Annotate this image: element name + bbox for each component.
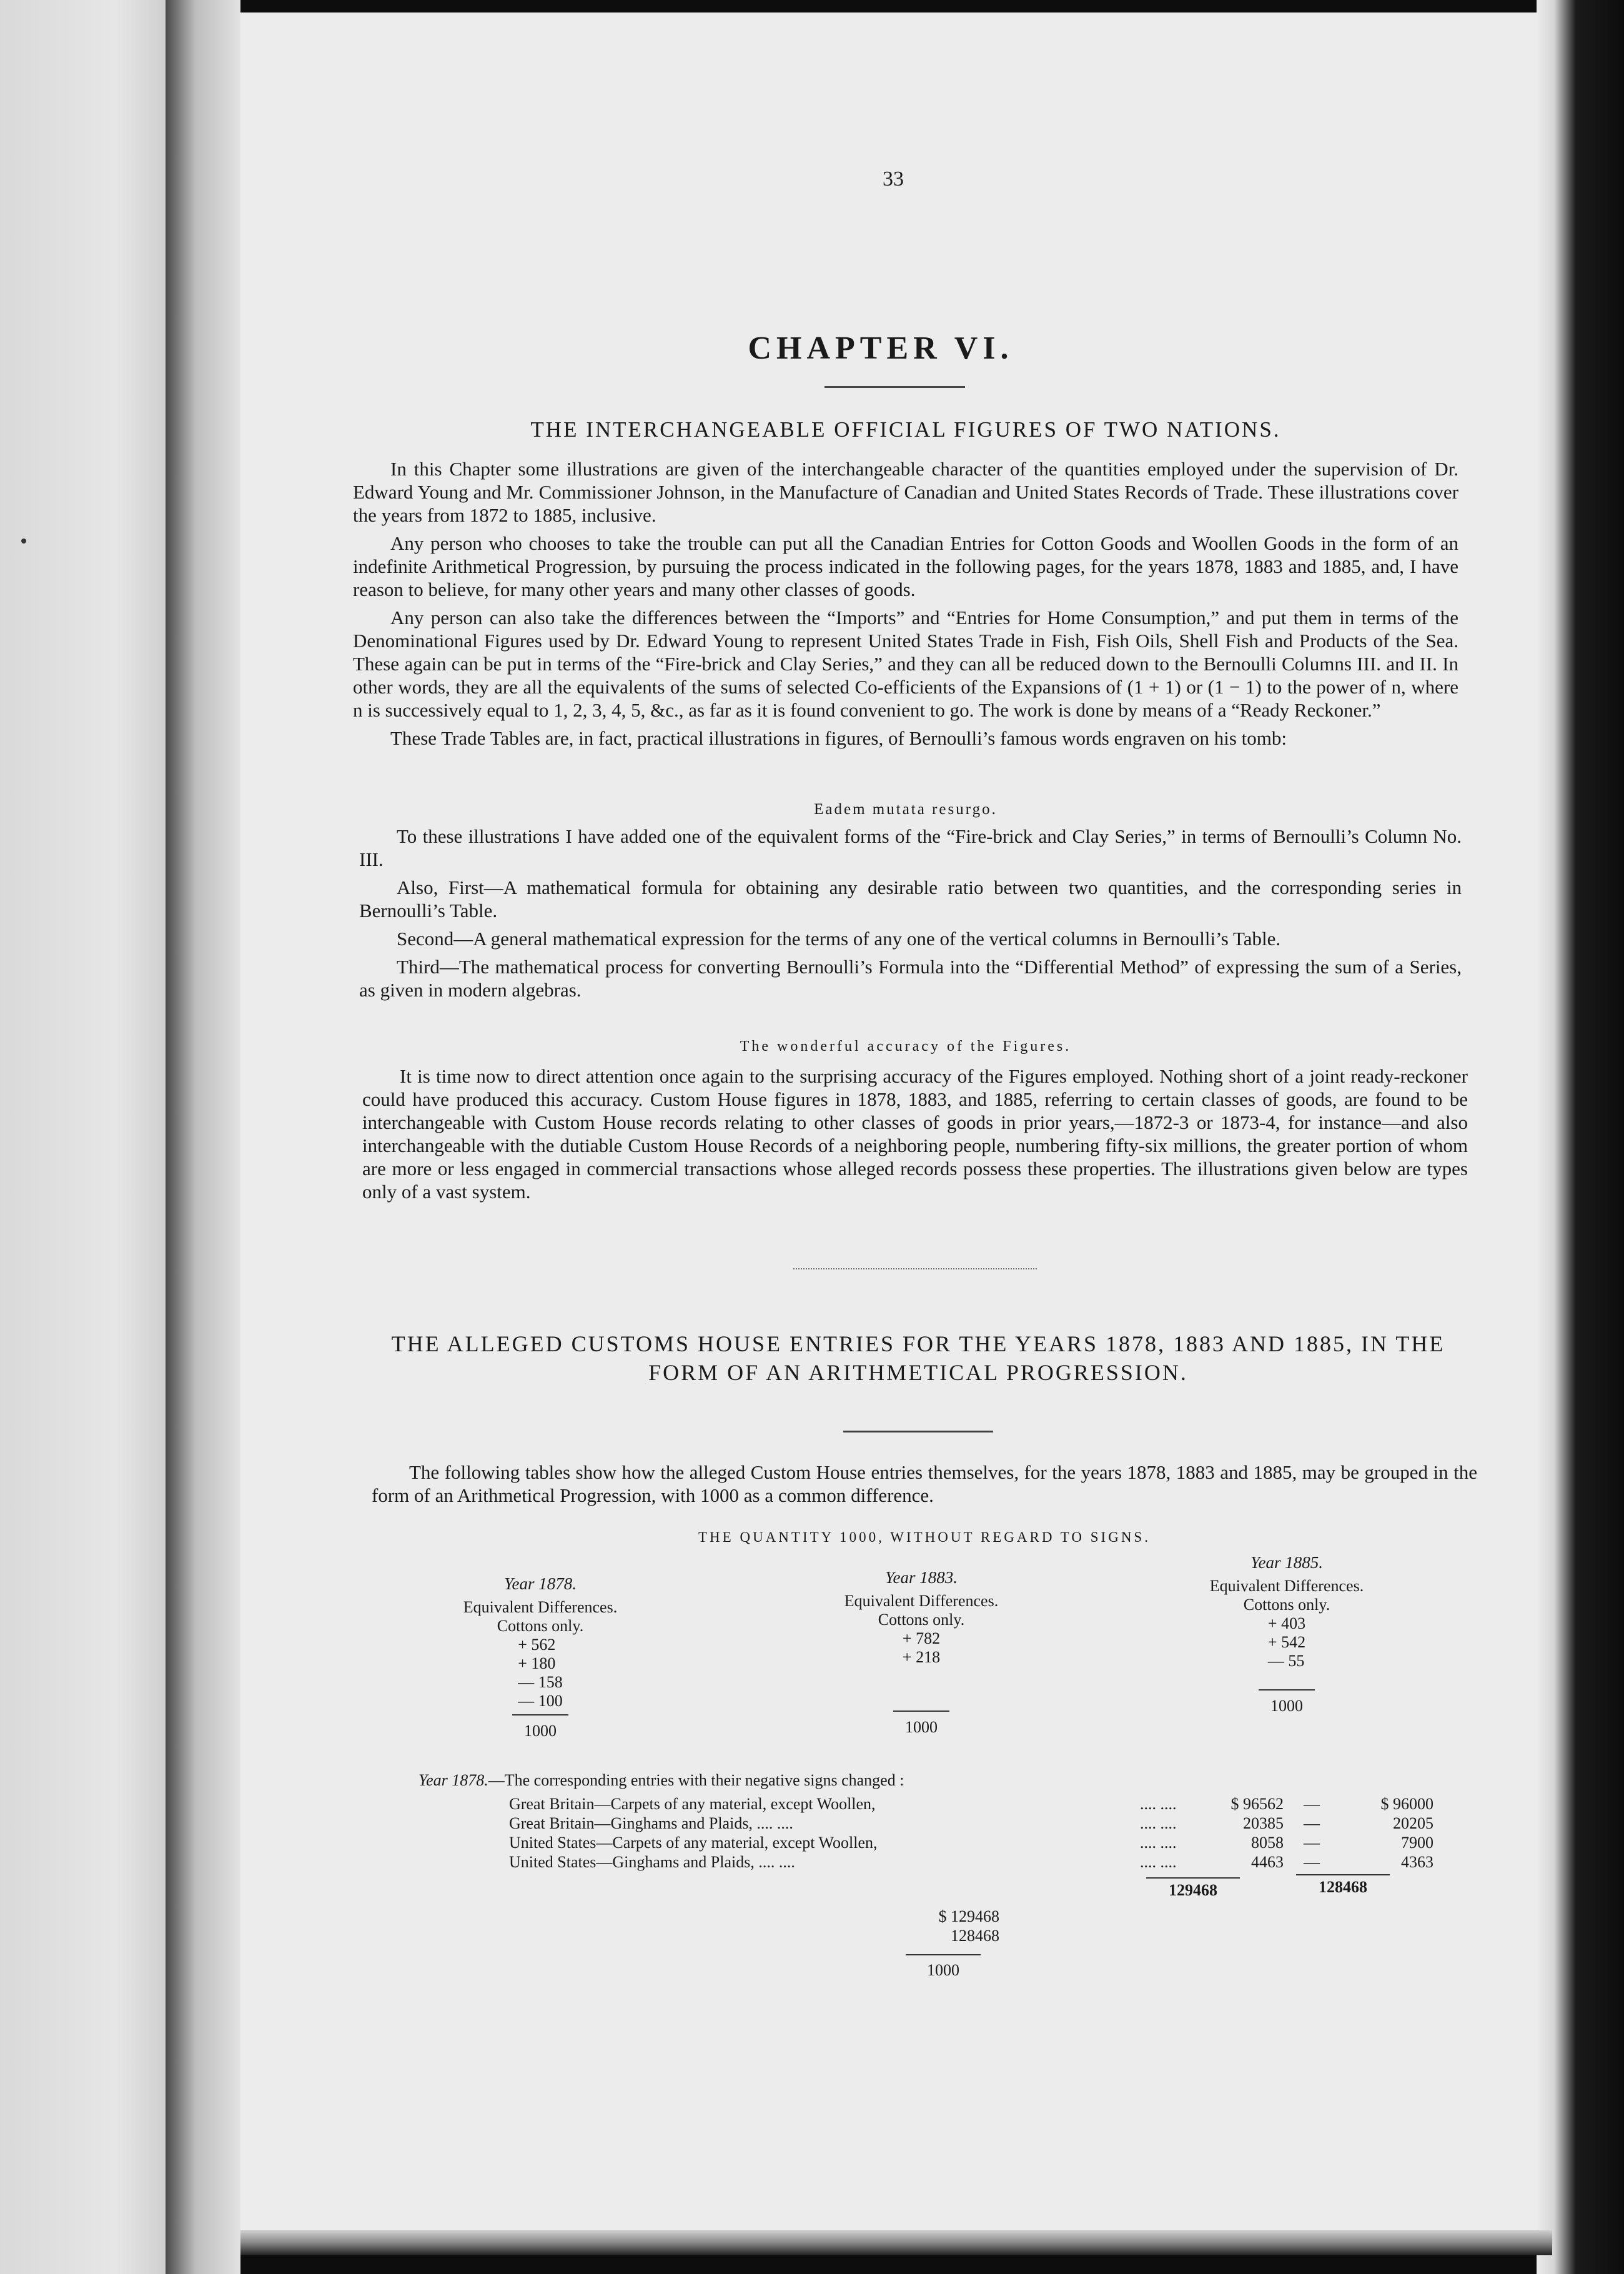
quantity-heading: THE QUANTITY 1000, WITHOUT REGARD TO SIGNS. bbox=[698, 1529, 1151, 1545]
total-rule bbox=[1296, 1874, 1390, 1875]
heading-line: FORM OF AN ARITHMETICAL PROGRESSION. bbox=[648, 1360, 1188, 1385]
entry-dots: .... .... bbox=[1140, 1795, 1177, 1813]
value: — 100 bbox=[518, 1692, 563, 1710]
heading-line: THE ALLEGED CUSTOMS HOUSE ENTRIES FOR THE YEARS 1878, 1883 AND 1885, IN THE bbox=[391, 1331, 1445, 1356]
column-label: Equivalent Differences. bbox=[1209, 1577, 1364, 1595]
paragraph: Third—The mathematical process for converting Bernoulli’s Formula into the “Differential Method” of expressing the sum of a Series, as given in modern algebras. bbox=[359, 956, 1462, 1001]
paragraph: Also, First—A mathematical formula for obtaining any desirable ratio between two quantities, and the corresponding series in Bernoulli’s Table. bbox=[359, 876, 1462, 921]
calc-line: $ 129468 bbox=[938, 1907, 999, 1925]
entry-amount-adjusted: 4363 bbox=[1401, 1853, 1433, 1871]
table-row bbox=[509, 1852, 1483, 1872]
column-sublabel: Cottons only. bbox=[497, 1617, 584, 1635]
section-intro bbox=[372, 1461, 1477, 1512]
column-total: 1000 bbox=[1270, 1697, 1303, 1715]
dotted-divider bbox=[793, 1268, 1037, 1272]
accuracy-subheading: The wonderful accuracy of the Figures. bbox=[740, 1038, 1072, 1055]
total-rule bbox=[1259, 1689, 1315, 1691]
entry-dash: — bbox=[1304, 1834, 1320, 1852]
entry-name: Great Britain—Carpets of any material, except Woollen, bbox=[509, 1795, 876, 1813]
total-rule bbox=[512, 1714, 568, 1715]
page-bottom-edge bbox=[240, 2230, 1552, 2255]
entry-dash: — bbox=[1304, 1853, 1320, 1871]
ink-mark bbox=[21, 539, 26, 544]
calc-result: 1000 bbox=[927, 1961, 959, 1979]
page-edge bbox=[1537, 0, 1624, 2274]
entry-amount-adjusted: $ 96000 bbox=[1380, 1795, 1433, 1813]
paragraph: Second—A general mathematical expression for the terms of any one of the vertical columns in Bernoulli’s Table. bbox=[397, 928, 1281, 950]
divider-rule bbox=[843, 1431, 993, 1432]
year-column-1878 bbox=[437, 1574, 643, 1740]
entry-name: Great Britain—Ginghams and Plaids, .... .... bbox=[509, 1814, 793, 1832]
facing-page bbox=[0, 0, 169, 2274]
entry-amount-adjusted: 20205 bbox=[1393, 1814, 1433, 1832]
column-label: Equivalent Differences. bbox=[844, 1592, 999, 1610]
section-heading: THE INTERCHANGEABLE OFFICIAL FIGURES OF TWO NATIONS. bbox=[530, 417, 1281, 442]
column-total: 1000 bbox=[905, 1718, 938, 1736]
chapter-title: CHAPTER VI. bbox=[748, 330, 1014, 366]
value: + 403 bbox=[1267, 1614, 1306, 1632]
column-sublabel: Cottons only. bbox=[878, 1611, 965, 1629]
entry-name: United States—Carpets of any material, except Woollen, bbox=[509, 1834, 878, 1852]
value: + 218 bbox=[902, 1648, 941, 1666]
value: + 542 bbox=[1267, 1633, 1306, 1651]
column-total: 1000 bbox=[524, 1722, 557, 1740]
paragraph: The following tables show how the alleged Custom House entries themselves, for the years 1878, 1883 and 1885, may be grouped in the form of an Arithmetical Progression, with 1000 as a common difference. bbox=[372, 1461, 1477, 1506]
latin-motto: Eadem mutata resurgo. bbox=[814, 801, 998, 818]
total-amount-adjusted: 128468 bbox=[1319, 1878, 1367, 1896]
column-label: Equivalent Differences. bbox=[463, 1598, 618, 1616]
entry-dash: — bbox=[1304, 1795, 1320, 1813]
calc-rule bbox=[906, 1954, 981, 1955]
entries-intro-year: Year 1878. bbox=[418, 1771, 488, 1789]
page-number: 33 bbox=[883, 167, 904, 191]
total-amount: 129468 bbox=[1169, 1881, 1217, 1899]
total-rule bbox=[1146, 1877, 1240, 1879]
entry-amount-adjusted: 7900 bbox=[1401, 1834, 1433, 1852]
paragraph: It is time now to direct attention once again to the surprising accuracy of the Figures employed. Nothing short of a joint ready-reckoner could have produced this accuracy. Custom House figures in 1878, 1883, and 1885, referring to certain classes of goods, are found to be interchangeable with Custom House records relating to other classes of goods in prior years,—1872-3 or 1873-4, for instance—and also interchangeable with the dutiable Custom House Records of a neighboring people, numbering fifty-six millions, the greater portion of whom are more or less engaged in commercial transactions whose alleged records possess these properties. The illustrations given below are types only of a vast system. bbox=[362, 1065, 1468, 1203]
value: — 55 bbox=[1267, 1652, 1305, 1670]
values-list bbox=[1268, 1614, 1305, 1671]
accuracy-paragraph bbox=[362, 1065, 1468, 1208]
entries-intro-text: —The corresponding entries with their negative signs changed : bbox=[488, 1771, 904, 1789]
table-row bbox=[509, 1794, 1483, 1814]
entry-amount: 4463 bbox=[1251, 1853, 1284, 1871]
intro-paragraphs bbox=[353, 457, 1458, 755]
entry-amount: $ 96562 bbox=[1230, 1795, 1284, 1813]
entry-dash: — bbox=[1304, 1814, 1320, 1832]
entry-amount: 20385 bbox=[1243, 1814, 1284, 1832]
year-column-1883 bbox=[818, 1568, 1024, 1737]
value: — 158 bbox=[518, 1673, 563, 1691]
entry-amount: 8058 bbox=[1251, 1834, 1284, 1852]
entry-dots: .... .... bbox=[1140, 1853, 1177, 1871]
entries-table bbox=[509, 1794, 1483, 1872]
calc-line: 128468 bbox=[951, 1927, 999, 1945]
column-sublabel: Cottons only. bbox=[1243, 1596, 1330, 1614]
entry-dots: .... .... bbox=[1140, 1834, 1177, 1852]
column-year: Year 1885. bbox=[1250, 1553, 1324, 1572]
values-list bbox=[903, 1629, 940, 1667]
column-year: Year 1878. bbox=[503, 1574, 577, 1593]
table-row bbox=[509, 1833, 1483, 1852]
middle-paragraphs bbox=[359, 825, 1462, 1006]
entry-name: United States—Ginghams and Plaids, .... .... bbox=[509, 1853, 795, 1871]
divider-rule bbox=[824, 386, 965, 388]
paragraph: These Trade Tables are, in fact, practical illustrations in figures, of Bernoulli’s famous words engraven on his tomb: bbox=[390, 727, 1287, 749]
paragraph: To these illustrations I have added one of the equivalent forms of the “Fire-brick and Clay Series,” in terms of Bernoulli’s Column No. III. bbox=[359, 825, 1462, 870]
alleged-entries-heading bbox=[362, 1329, 1474, 1387]
paragraph: Any person who chooses to take the trouble can put all the Canadian Entries for Cotton Goods and Woollen Goods in the form of an indefinite Arithmetical Progression, by pursuing the process indicated in the following pages, for the years 1878, 1883 and 1885, and, I have reason to believe, for many other years and many other classes of goods. bbox=[353, 532, 1458, 600]
total-rule bbox=[893, 1710, 949, 1712]
value: + 782 bbox=[902, 1629, 941, 1647]
book-gutter bbox=[166, 0, 240, 2274]
year-column-1885 bbox=[1184, 1553, 1390, 1715]
table-row bbox=[509, 1814, 1483, 1833]
value: + 180 bbox=[518, 1654, 556, 1672]
entry-dots: .... .... bbox=[1140, 1814, 1177, 1832]
final-calc bbox=[874, 1907, 999, 1945]
column-year: Year 1883. bbox=[884, 1568, 958, 1587]
values-list bbox=[518, 1636, 563, 1710]
paragraph: In this Chapter some illustrations are given of the interchangeable character of the quantities employed under the supervision of Dr. Edward Young and Mr. Commissioner Johnson, in the Manufacture of Canadian and United States Records of Trade. These illustrations cover the years from 1872 to 1885, inclusive. bbox=[353, 458, 1458, 526]
paragraph: Any person can also take the differences between the “Imports” and “Entries for Home Consumption,” and put them in terms of the Denominational Figures used by Dr. Edward Young to represent United States Trade in Fish, Fish Oils, Shell Fish and Products of the Sea. These again can be put in terms of the “Fire-brick and Clay Series,” and they can all be reduced down to the Bernoulli Columns III. and II. In other words, they are all the equivalents of the sums of selected Co-efficients of the Expansions of (1 + 1) or (1 − 1) to the power of n, where n is successively equal to 1, 2, 3, 4, 5, &c., as far as it is found convenient to go. The work is done by means of a “Ready Reckoner.” bbox=[353, 607, 1458, 721]
value: + 562 bbox=[518, 1636, 556, 1654]
entries-intro bbox=[418, 1770, 1418, 1790]
